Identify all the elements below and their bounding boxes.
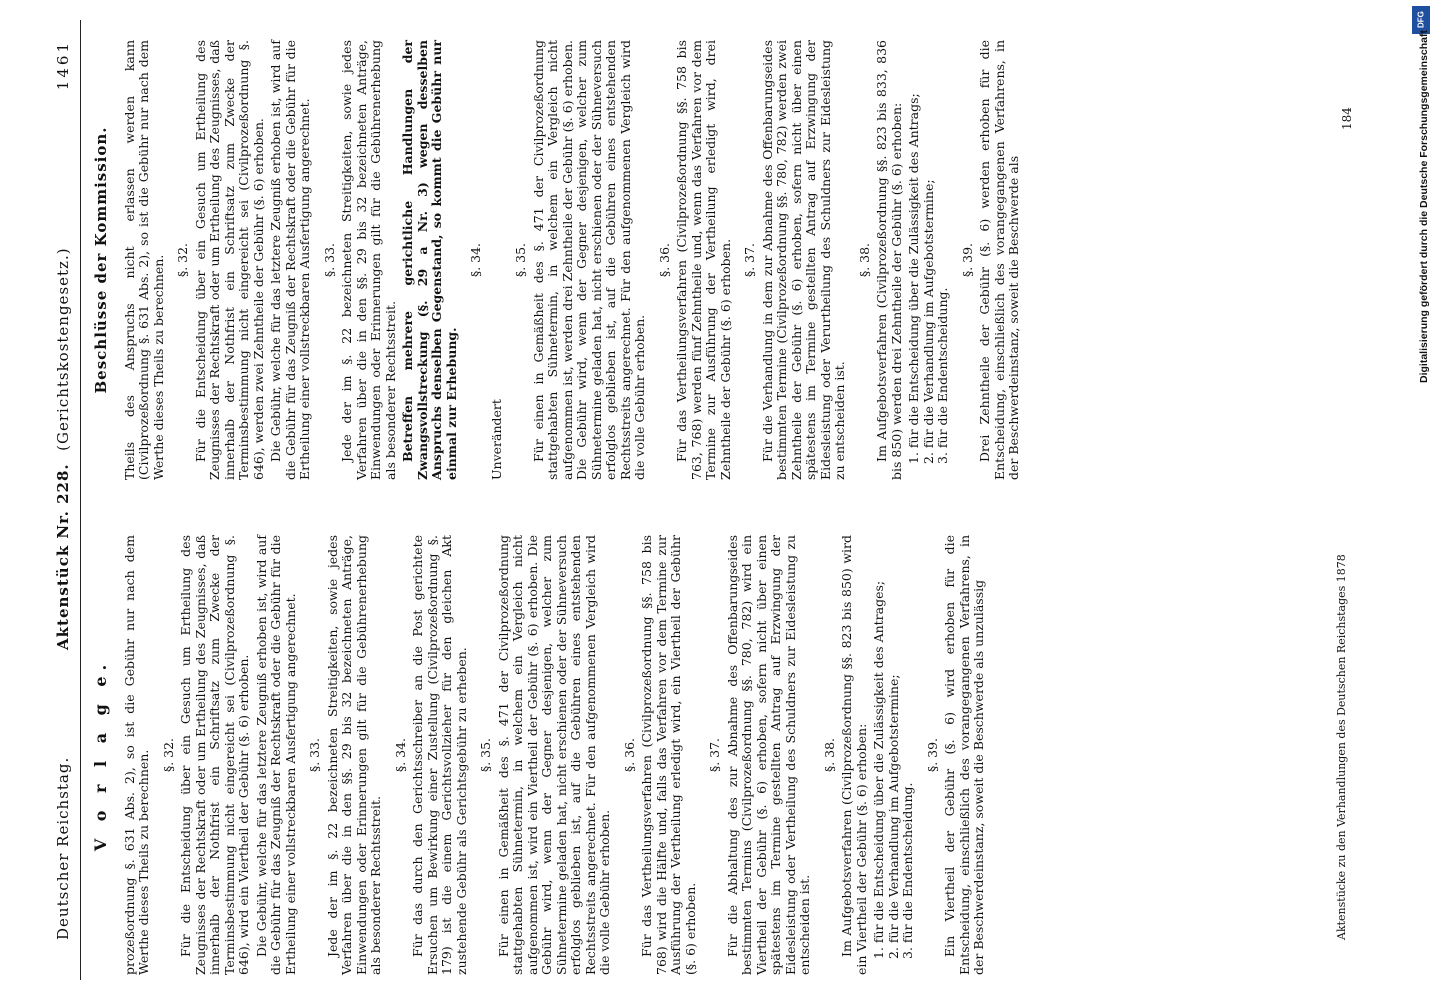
section-heading: §. 38. bbox=[821, 737, 837, 773]
paragraph: Für das Vertheilungsverfahren (Civilprozeßordnung §§. 758 bis 763, 768) werden fünf Zehntheile und, wenn das Verfahren vor dem Termine zur Ausführung der Vertheilung erledigt wird, drei Zehntheile der Gebühr (§. 6) erhoben. bbox=[674, 40, 733, 480]
paragraph: Für die Entscheidung über ein Gesuch um Ertheilung des Zeugnisses der Rechtskraft oder um Ertheilung des Zeugnisses, daß innerhalb der Nothfrist ein Schriftsatz zum Zwecke der Terminsbestimmung nicht eingereicht sei (Civilprozeßordnung §. 646), werden zwei Zehntheile der Gebühr (§. 6) erhoben. bbox=[192, 40, 266, 480]
list-item: 1. für die Entscheidung über die Zulässigkeit des Antrages; bbox=[871, 580, 886, 959]
section-heading: §. 34. bbox=[392, 737, 408, 773]
paragraph: Jede der im §. 22 bezeichneten Streitigkeiten, sowie jedes Verfahren über die in den §§. 29 bis 32 bezeichneten Anträge, Einwendungen oder Erinnerungen gilt für die Gebührenerhebung als besonderer Rechtsstreit. bbox=[324, 535, 383, 975]
paragraph: prozeßordnung §. 631 Abs. 2), so ist die Gebühr nur nach dem Werthe dieses Theils zu berechnen. bbox=[121, 535, 151, 975]
paragraph: Drei Zehntheile der Gebühr (§. 6) werden erhoben für die Entscheidung, einschließlich des vorangegangenen Verfahrens, in der Beschwerdeinstanz, soweit die Beschwerde als bbox=[977, 40, 1021, 480]
section-heading: §. 39. bbox=[924, 737, 940, 773]
paragraph: Für einen in Gemäßheit des §. 471 der Civilprozeßordnung stattgehabten Sühnetermin, in welchem ein Vergleich nicht aufgenommen ist, wird ein Viertheil der Gebühr (§. 6) erhoben. Die Gebühr wird, wenn der Gegner desjenigen, welcher zum Sühnetermine geladen hat, nicht erschienen oder der Sühneversuch erfolglos geblieben ist, auf die Gebühren eines entstehenden Rechtsstreits angerechnet. Für den aufgenommenen Vergleich wird die volle Gebühr erhoben. bbox=[495, 535, 612, 975]
paragraph: Für einen in Gemäßheit des §. 471 der Civilprozeßordnung stattgehabten Sühnetermin, in welchem ein Vergleich nicht aufgenommen ist, werden drei Zehntheile der Gebühr (§. 6) erhoben. Die Gebühr wird, wenn der Gegner desjenigen, welcher zum Sühnetermine geladen hat, nicht erschienen oder der Sühneversuch erfolglos geblieben ist, auf die Gebühren eines entstehenden Rechtsstreits angerechnet. Für den aufgenommenen Vergleich wird die volle Gebühr erhoben. bbox=[530, 40, 647, 480]
dfg-logo-icon: DFG bbox=[1412, 6, 1430, 34]
list-section-38 bbox=[872, 535, 916, 959]
paragraph: Die Gebühr, welche für das letztere Zeugniß erhoben ist, wird auf die Gebühr für das Zeugniß der Rechtskraft oder die Gebühr für die Ertheilung einer vollstreckbaren Ausfertigung angerechnet. bbox=[253, 535, 298, 975]
paragraph: Im Aufgebotsverfahren (Civilprozeßordnung §§. 823 bis 833, 836 bis 850) werden drei Zehntheile der Gebühr (§. 6) erhoben: bbox=[874, 40, 904, 480]
section-heading: §. 33. bbox=[321, 242, 337, 278]
section-heading: §. 34. bbox=[468, 242, 483, 278]
header-aktenstueck bbox=[54, 247, 72, 650]
column-title-beschluesse: Beschlüsse der Kommission. bbox=[92, 126, 110, 394]
digitization-note-text: Digitalisierung gefördert durch die Deutsche Forschungsgemeinschaft bbox=[1418, 30, 1430, 383]
paragraph: Für das Vertheilungsverfahren (Civilprozeßordnung §§. 758 bis 768) wird die Hälfte und, falls das Verfahren vor dem Termine zur Ausführung der Vertheilung erledigt wird, ein Viertheil der Gebühr (§. 6) erhoben. bbox=[639, 535, 698, 975]
section-heading: §. 32. bbox=[175, 242, 190, 278]
section-heading: §. 36. bbox=[656, 242, 672, 278]
paragraph: Für die Verhandlung in dem zur Abnahme des Offenbarungseides bestimmten Termine (Civilprozeßordnung §§. 780, 782) werden zwei Zehntheile der Gebühr (§. 6) erhoben, sofern nicht über einen spätestens im Termine gestellten Antrag auf Erzwingung der Eidesleistung oder Verurtheilung des Schuldners zur Eidesleistung zu entscheiden ist. bbox=[759, 40, 847, 480]
paragraph: Im Aufgebotsverfahren (Civilprozeßordnung §§. 823 bis 850) wird ein Viertheil der Gebühr (§. 6) erhoben: bbox=[839, 535, 869, 975]
paragraph: Die Gebühr, welche für das letztere Zeugniß erhoben ist, wird auf die Gebühr für das Zeugniß der Rechtskraft oder die Gebühr für die Ertheilung einer vollstreckbaren Ausfertigung angerechnet. bbox=[268, 40, 312, 480]
section-heading: §. 38. bbox=[856, 242, 872, 278]
paragraph: Theils des Anspruchs nicht erlassen werden kann (Civilprozeßordnung §. 631 Abs. 2), so ist die Gebühr nur nach dem Werthe dieses Theils zu berechnen. bbox=[121, 40, 166, 480]
list-item: 2. für die Verhandlung im Aufgebotstermine; bbox=[920, 179, 936, 464]
paragraph: Ein Viertheil der Gebühr (§. 6) wird erhoben für die Entscheidung, einschließlich des vorangegangenen Verfahrens, in der Beschwerdeinstanz, soweit die Beschwerde als unzulässig bbox=[942, 535, 986, 975]
list-item: 1. für die Entscheidung über die Zulässigkeit des Antrags; bbox=[906, 93, 921, 464]
unchanged-note: Unverändert bbox=[488, 399, 504, 480]
section-heading: §. 33. bbox=[307, 737, 322, 773]
list-item: 2. für die Verhandlung im Aufgebotstermine; bbox=[885, 674, 901, 959]
header-law-name: (Gerichtskostengesetz.) bbox=[54, 247, 72, 451]
footer-source: Aktenstücke zu den Verhandlungen des Deutschen Reichstages 1878 bbox=[1335, 554, 1348, 940]
paragraph-amendment: Betreffen mehrere gerichtliche Handlungen der Zwangsvollstreckung (§. 29 a Nr. 3) wegen desselben Anspruchs denselben Gegenstand, so kommt die Gebühr nur einmal zur Erhebung. bbox=[400, 40, 459, 480]
section-heading: §. 36. bbox=[621, 737, 637, 773]
list-section-38 bbox=[907, 40, 951, 464]
paragraph: Für das durch den Gerichtsschreiber an die Post gerichtete Ersuchen um Bewirkung einer Zustellung (Civilprozeßordnung §. 179) ist die einem Gerichtsvollzieher für den gleichen Akt zustehende Gebühr als Gerichtsgebühr zu erheben. bbox=[410, 535, 469, 975]
header-reichstag: Deutscher Reichstag. bbox=[54, 756, 72, 940]
section-heading: §. 39. bbox=[959, 242, 975, 278]
paragraph: Für die Abhaltung des zur Abnahme des Offenbarungseides bestimmten Termins (Civilprozeßordnung §§. 780, 782) wird ein Viertheil der Gebühr (§. 6) erhoben, sofern nicht über einen spätestens im Termine gestellten Antrag auf Erzwingung der Eidesleistung oder Vertheilung des Schuldners zur Eidesleistung zu entscheiden ist. bbox=[724, 535, 812, 975]
column-title-vorlage: V o r l a g e. bbox=[91, 658, 110, 852]
list-item: 3. für die Endentscheidung. bbox=[900, 782, 915, 959]
paragraph: Jede der im §. 22 bezeichneten Streitigkeiten, sowie jedes Verfahren über die in den §§. 29 bis 32 bezeichneten Anträge, Einwendungen oder Erinnerungen gilt für die Gebührenerhebung als besonderer Rechtsstreit. bbox=[339, 40, 398, 480]
list-item: 3. für die Endentscheidung. bbox=[935, 287, 950, 464]
digitization-note bbox=[1410, 0, 1432, 1000]
section-heading: §. 35. bbox=[478, 737, 493, 773]
footer-signature-number: 184 bbox=[1340, 107, 1354, 130]
header-aktenstueck-number: Aktenstück Nr. 228. bbox=[54, 463, 72, 650]
page-header bbox=[50, 20, 81, 980]
section-heading: §. 35. bbox=[513, 242, 528, 278]
section-heading: §. 37. bbox=[742, 242, 757, 278]
column-vorlage bbox=[88, 535, 1328, 975]
paragraph: Für die Entscheidung über ein Gesuch um Ertheilung des Zeugnisses der Rechtskraft oder um Ertheilung des Zeugnisses, daß innerhalb der Nothfrist ein Schriftsatz zum Zwecke der Terminsbestimmung nicht eingereicht sei (Civilprozeßordnung §. 646), wird ein Viertheil der Gebühr (§. 6) erhoben. bbox=[178, 535, 251, 975]
section-heading: §. 37. bbox=[707, 737, 722, 773]
header-page-number: 1461 bbox=[54, 40, 72, 91]
section-heading: §. 32. bbox=[160, 737, 176, 773]
column-beschluesse bbox=[88, 40, 1328, 480]
